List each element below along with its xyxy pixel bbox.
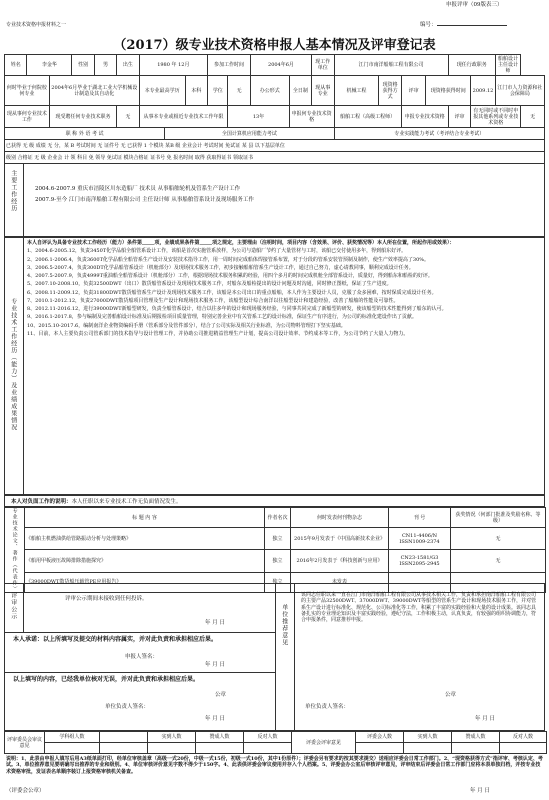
achievements-section	[4, 237, 545, 495]
table-row: 《船舶主机燃油供给管路振动分析与处理策略》 独立 2015年9月发表于《中国高新技术企业》 CN11-4406/N ISSN1009-2374 无	[5, 528, 546, 550]
achievements-intro: 本人自评认为具备专业技术工作经历（能力）条件第_____项，业绩成果条件第_____项之规定，主要理由（注明时间，项目内容（含效果、评价、获奖情况等）本人所在位置，所起作用或效果）：	[27, 240, 455, 246]
achievement-item: 5、2007.10-2008.10，负责32500DWT（出口）散货船管系设计及现场技术服务工作，对船东及船检提出的设计问题及时沟通，同时修正图纸，保证了生产进度。	[27, 281, 392, 288]
papers-table	[4, 507, 546, 593]
row-education: 何时毕业于何院校何专业 2004年6月毕业于湖北工业大学机械设计制造及其自动化 本专业最高学历 本科 学位 无 办公形式 全日制 现从事专业 机械工程 现资格获得方式 评审 现资格获得时间 2009.12 江门市人力资源和社会保障局	[5, 76, 545, 106]
form-version: 申报评审（09版表三）	[446, 2, 503, 8]
committee-label: 评审委员会审议意见	[5, 732, 45, 754]
unit-date: 年 月 日	[475, 716, 495, 722]
history-line: 2007.9-至今 江门市南洋船舶工程有限公司 主任设计师 从事船舶管系设计及现场服务工作	[35, 197, 254, 203]
achievement-item: 9、2016.1-2017.8，参与编制及完善船舶设计标准及后期报检项目质量管理，特别完善企业中有关管系工艺的设计标准，保证生产有序进行，为公司的标准化建设作出了贡献。	[27, 314, 417, 321]
achievements-label: 专业技术工作经历（能力）及业绩成果情况	[9, 298, 17, 431]
row-exams-1: 已获得 无 级 成绩 无 分，某 B 考试时间 无 证件号 无 已获得 1 个模块 某B 级 企业会计 考试时间 免试证 某 县 以下基层单位	[5, 140, 545, 152]
row-exams-header: 职 称 外 语 考 试 全国计算机应用能力考试 专业实践能力考试（考评结合专业考试）	[5, 128, 545, 140]
achievements-body	[27, 240, 539, 337]
applicant-sign-label: 申报人签名：	[125, 654, 159, 660]
verify-date: 年 月 日	[205, 716, 225, 722]
unit-leader-sign-label: 单位负责人签名：	[105, 704, 150, 710]
basic-info-table	[4, 54, 545, 164]
footer-note: 说明：1、此表由申报人填写后用A3纸单面打印，经单位审核盖章（高级一式20份，中级一式15份，初级一式10份，其中1份原件）；评委会另有要求的按其要求提交）送相应评委会日常工作部门。2、“现资格获得方式”指评审、考核认定、考试。3、单位推荐意见要明确写出推荐的专业和级别。4、单位审核评价意见字数不得少于150字。4、此表供评委会审议使用并存入个人档案。5、评委会办公室后审核评审意见，评审结束后评委会日常工作部门应将本表单独归档，并按专业技术资格审批，发证表名单顺序装订上报资格审核机关备查。	[6, 756, 543, 775]
table-row: 《船用甲板液压故障排除措施探究》 独立 2016年2月发表于《科技创新与应用》 CN23-1581/G3 ISSN2095-2945 无	[5, 550, 546, 572]
achievement-item: 10、2015.10-2017.6，编制南洋企业物资编码手册（管系部分及管件部分），结合了公司实际及相关行业标准，为公司物料管理打下坚实基础。	[27, 322, 346, 329]
table-row: 《39000DWT散货船压载管PE应用报告》 独立 未发表	[5, 572, 546, 592]
unit-leader-sign-label: 单位负责人签名：	[305, 704, 350, 710]
unit-seal-label: 公章	[445, 692, 457, 698]
work-history-section	[4, 163, 545, 237]
publicity-date: 年 月 日	[205, 620, 225, 626]
number-label: 编号：	[420, 22, 507, 29]
achievement-item: 2、2006.1-2006.4，负责3600T化学品船全船管系生产设计及安装技术指导工作，用一周时间完成船体焊接管系布置，对于分段的管系安装管预制及制作，使生产效率提高了30%。	[27, 256, 430, 263]
row-name: 姓名 李金华 性别 男 出生 1980 年 12月 参加工作时间 2004年6月 现工作单位 江门市南洋船舶工程有限公司 现任行政职务 船舶设计主任设计师	[5, 55, 545, 76]
negative-statement: 本人对负面工作的说明：本人任职以来专业技术工作无负面情况发生。	[4, 495, 545, 507]
history-line: 2004.6-2007.9 重庆市涪陵区川东造船厂 技术员 从事船舶轮机及管系生产设计工作	[35, 186, 241, 192]
achievement-item: 7、2010.1-2012.12，负责27000DWT散货船项目管理及生产设计和现场技术服务工作，该船型设计综合南洋以往船型设计和建造经验，改善了船舶的性能及可靠性。	[27, 297, 399, 304]
achievement-item: 6、2008.11-2009.12，负责31800DWT散货船管系生产设计及现场技术服务工作，该船是本公司出口的重点船舶，本人作为主要设计人员，克服了众多困难，按时保质完成设计任务。	[27, 289, 437, 296]
unit-recommend-text: 该同志任职以来一直在江门市南洋船舶工程有限公司从事技术相关工作，负责和承担南洋船舶工程有限公司的主要产品32500DWT、37000DWT、39000DWT等船型的管系生产设计和现场技术服务工作，并对管系生产设计进行标准化、规范化、公司标准化等工作，积累了丰富的实践经验和大量的设计成果。该同志具备扎实的专业理论知识及丰富实践经验，遵纪守法，工作积极主动，认真负责，有较强的组织协调能力，符合申报条件，同意推荐申报。	[301, 592, 537, 623]
seal-label: 公章	[215, 692, 227, 698]
review-section	[4, 583, 545, 731]
row-current-work: 现从事何专业技术工作 现受聘任何专业技术职务 无 从事本专业或相近专业技术工作年限 13年 申报何专业技术资格 船舶工程（高级工程师） 申报专业技术资格 评审 有无同时或不同时申报其他系列或专业技术资格 无	[5, 106, 545, 128]
papers-header: 获奖情况（何部门批准及奖励名称、等级）	[451, 508, 546, 528]
achievement-item: 4、2007.5-2007.9，负责4999T重油船全船管系设计（机舱部分）工作，根据现场技术服务积累的经验，用四个多月的时间完成机舱全部管系设计，质量好，得到船东和船检的好评。	[27, 273, 433, 279]
achievement-item: 11、目前，本人主要负责公司管系部门的技术指导与设计管理工作，并协助公司推进精益管理生产计划，提高公司设计效率、节约成本等工作，为公司节约了大量人力物力。	[27, 330, 409, 337]
publicity-text: 评审公示期间未接收到任何投诉。	[65, 596, 148, 602]
papers-header: 何时发表何刊物杂志	[291, 508, 389, 528]
pledge-text: 本人承诺：以上所填写及提交的材料内容属实，并对此负责和承担相应后果。	[13, 636, 218, 643]
papers-header: 作者名次	[265, 508, 291, 528]
achievement-item: 3、2006.5-2007.4，负责300DT化学品船管系设计（机舱部分）及现场技术服务工作，初步接触船舶管系生产设计工作，通过自己努力，虚心请教同事，顺利完成设计任务。	[27, 264, 414, 271]
papers-header: 标 题 内 容	[25, 508, 265, 528]
achievement-item: 8、2012.11-2016.12，进行39000DWT新船型研发，负责全船管系设计，结合以往多年的设计和现场服务经验，与同事共同完成了新船型的研发，使该船型的技术性能得到了船东的认可。	[27, 306, 447, 312]
row-exams-2: 级别 合格证 无 级 企业会 计 领 科目 免 领导 免试证 模块合格证 证书号 免 报名时间 取得 获取得证书 领取证书	[5, 152, 545, 164]
verify-text: 以上填写的内容，已经我单位核对无误，并对此负责和承担相应后果。	[13, 676, 200, 683]
publicity-label: 评审公示	[9, 592, 17, 620]
committee-office-seal: （评委会公章）	[6, 788, 45, 794]
work-history-label: 主要工作经历	[9, 170, 17, 212]
achievement-item: 1、2004.6-2005.12，负责3450T化学品船全船管系设计工作，该船是首次实施管系放样，为公司与造船厂节约了大量管材与工时，该船已交付使用多年，得到船东好评。	[27, 248, 407, 255]
material-label: 专业技术资格申报材料之一	[6, 22, 67, 28]
unit-recommend-label: 单位推荐意见	[280, 604, 288, 646]
footer-date: 年 月 日	[470, 788, 490, 794]
pledge-date: 年 月 日	[205, 662, 225, 668]
papers-label: 专业技术论文、著作（代表作）	[5, 508, 25, 593]
committee-table: 评审委员会审议意见 学科组人数 实到人数 赞成人数 反对人数 评委会评审意见 评委会人数 实到人数 赞成人数 反对人数	[4, 731, 547, 754]
page-title: （2017）级专业技术资格申报人基本情况及评审登记表	[113, 38, 436, 53]
papers-header: 刊 号	[389, 508, 451, 528]
